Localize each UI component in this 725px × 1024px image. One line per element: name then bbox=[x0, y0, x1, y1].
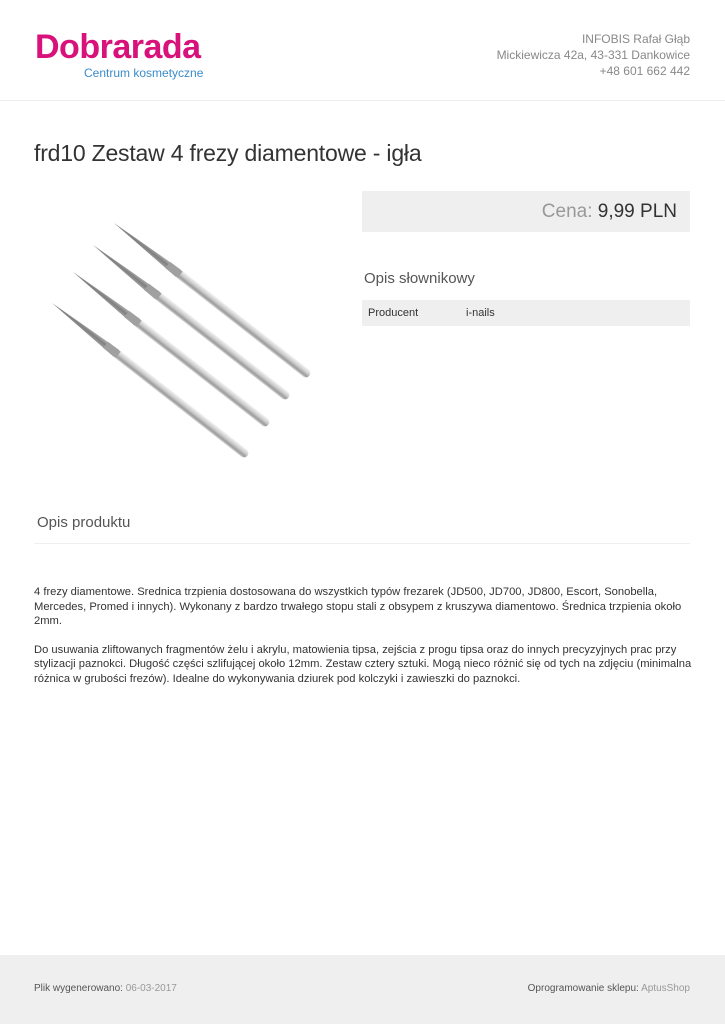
price-box bbox=[362, 191, 690, 232]
description-divider bbox=[34, 543, 690, 544]
description-title: Opis produktu bbox=[37, 514, 131, 531]
page-header bbox=[0, 0, 725, 101]
company-address: Mickiewicza 42a, 43-331 Dankowice bbox=[496, 48, 690, 62]
price-label: Cena: bbox=[541, 201, 593, 222]
dictionary-row-producer bbox=[362, 300, 690, 326]
description-paragraph: Do usuwania zliftowanych fragmentów żelu i akrylu, matowienia tipsa, zejścia z progu tipsa oraz do innych precyzyjnych prac przy stylizacji paznokci. Długość części szlifującej około 12mm. Zestaw cztery sztuki. Mogą nieco różnić się od tych na zdjęciu (minimalna różnica w grubości frezów). Idealne do wykonywania dziurek pod kolczyki i zawieszki do paznokci. bbox=[34, 643, 692, 685]
software-name: AptusShop bbox=[641, 983, 690, 994]
description-paragraph: 4 frezy diamentowe. Srednica trzpienia dostosowana do wszystkich typów frezarek (JD500, JD700, JD800, Escort, Sonobella, Mercedes, Promed i innych). Wykonany z bardzo trwałego stopu stali z obsypem z kruszywa diamentowo. Średnica trzpienia około 2mm. bbox=[34, 586, 682, 627]
logo-wordmark: Dobrarada bbox=[35, 28, 201, 66]
dictionary-title: Opis słownikowy bbox=[364, 270, 475, 287]
company-name: INFOBIS Rafał Głąb bbox=[581, 32, 690, 46]
software-info bbox=[528, 983, 690, 994]
software-label: Oprogramowanie sklepu: bbox=[527, 983, 639, 994]
dictionary-key: Producent bbox=[368, 307, 419, 319]
company-phone: +48 601 662 442 bbox=[599, 64, 690, 78]
description-body bbox=[34, 585, 694, 700]
product-title: frd10 Zestaw 4 frezy diamentowe - igła bbox=[34, 140, 422, 166]
logo-tagline: Centrum kosmetyczne bbox=[84, 66, 204, 80]
logo bbox=[35, 30, 225, 86]
generated-info bbox=[34, 983, 177, 994]
dictionary-value: i-nails bbox=[466, 307, 495, 319]
page-footer bbox=[0, 955, 725, 1024]
generated-date: 06-03-2017 bbox=[125, 983, 177, 994]
company-info bbox=[497, 31, 690, 79]
diamond-burr-bits-image bbox=[40, 215, 340, 470]
price bbox=[542, 201, 677, 223]
generated-label: Plik wygenerowano: bbox=[34, 983, 123, 994]
price-value: 9,99 PLN bbox=[597, 201, 677, 222]
